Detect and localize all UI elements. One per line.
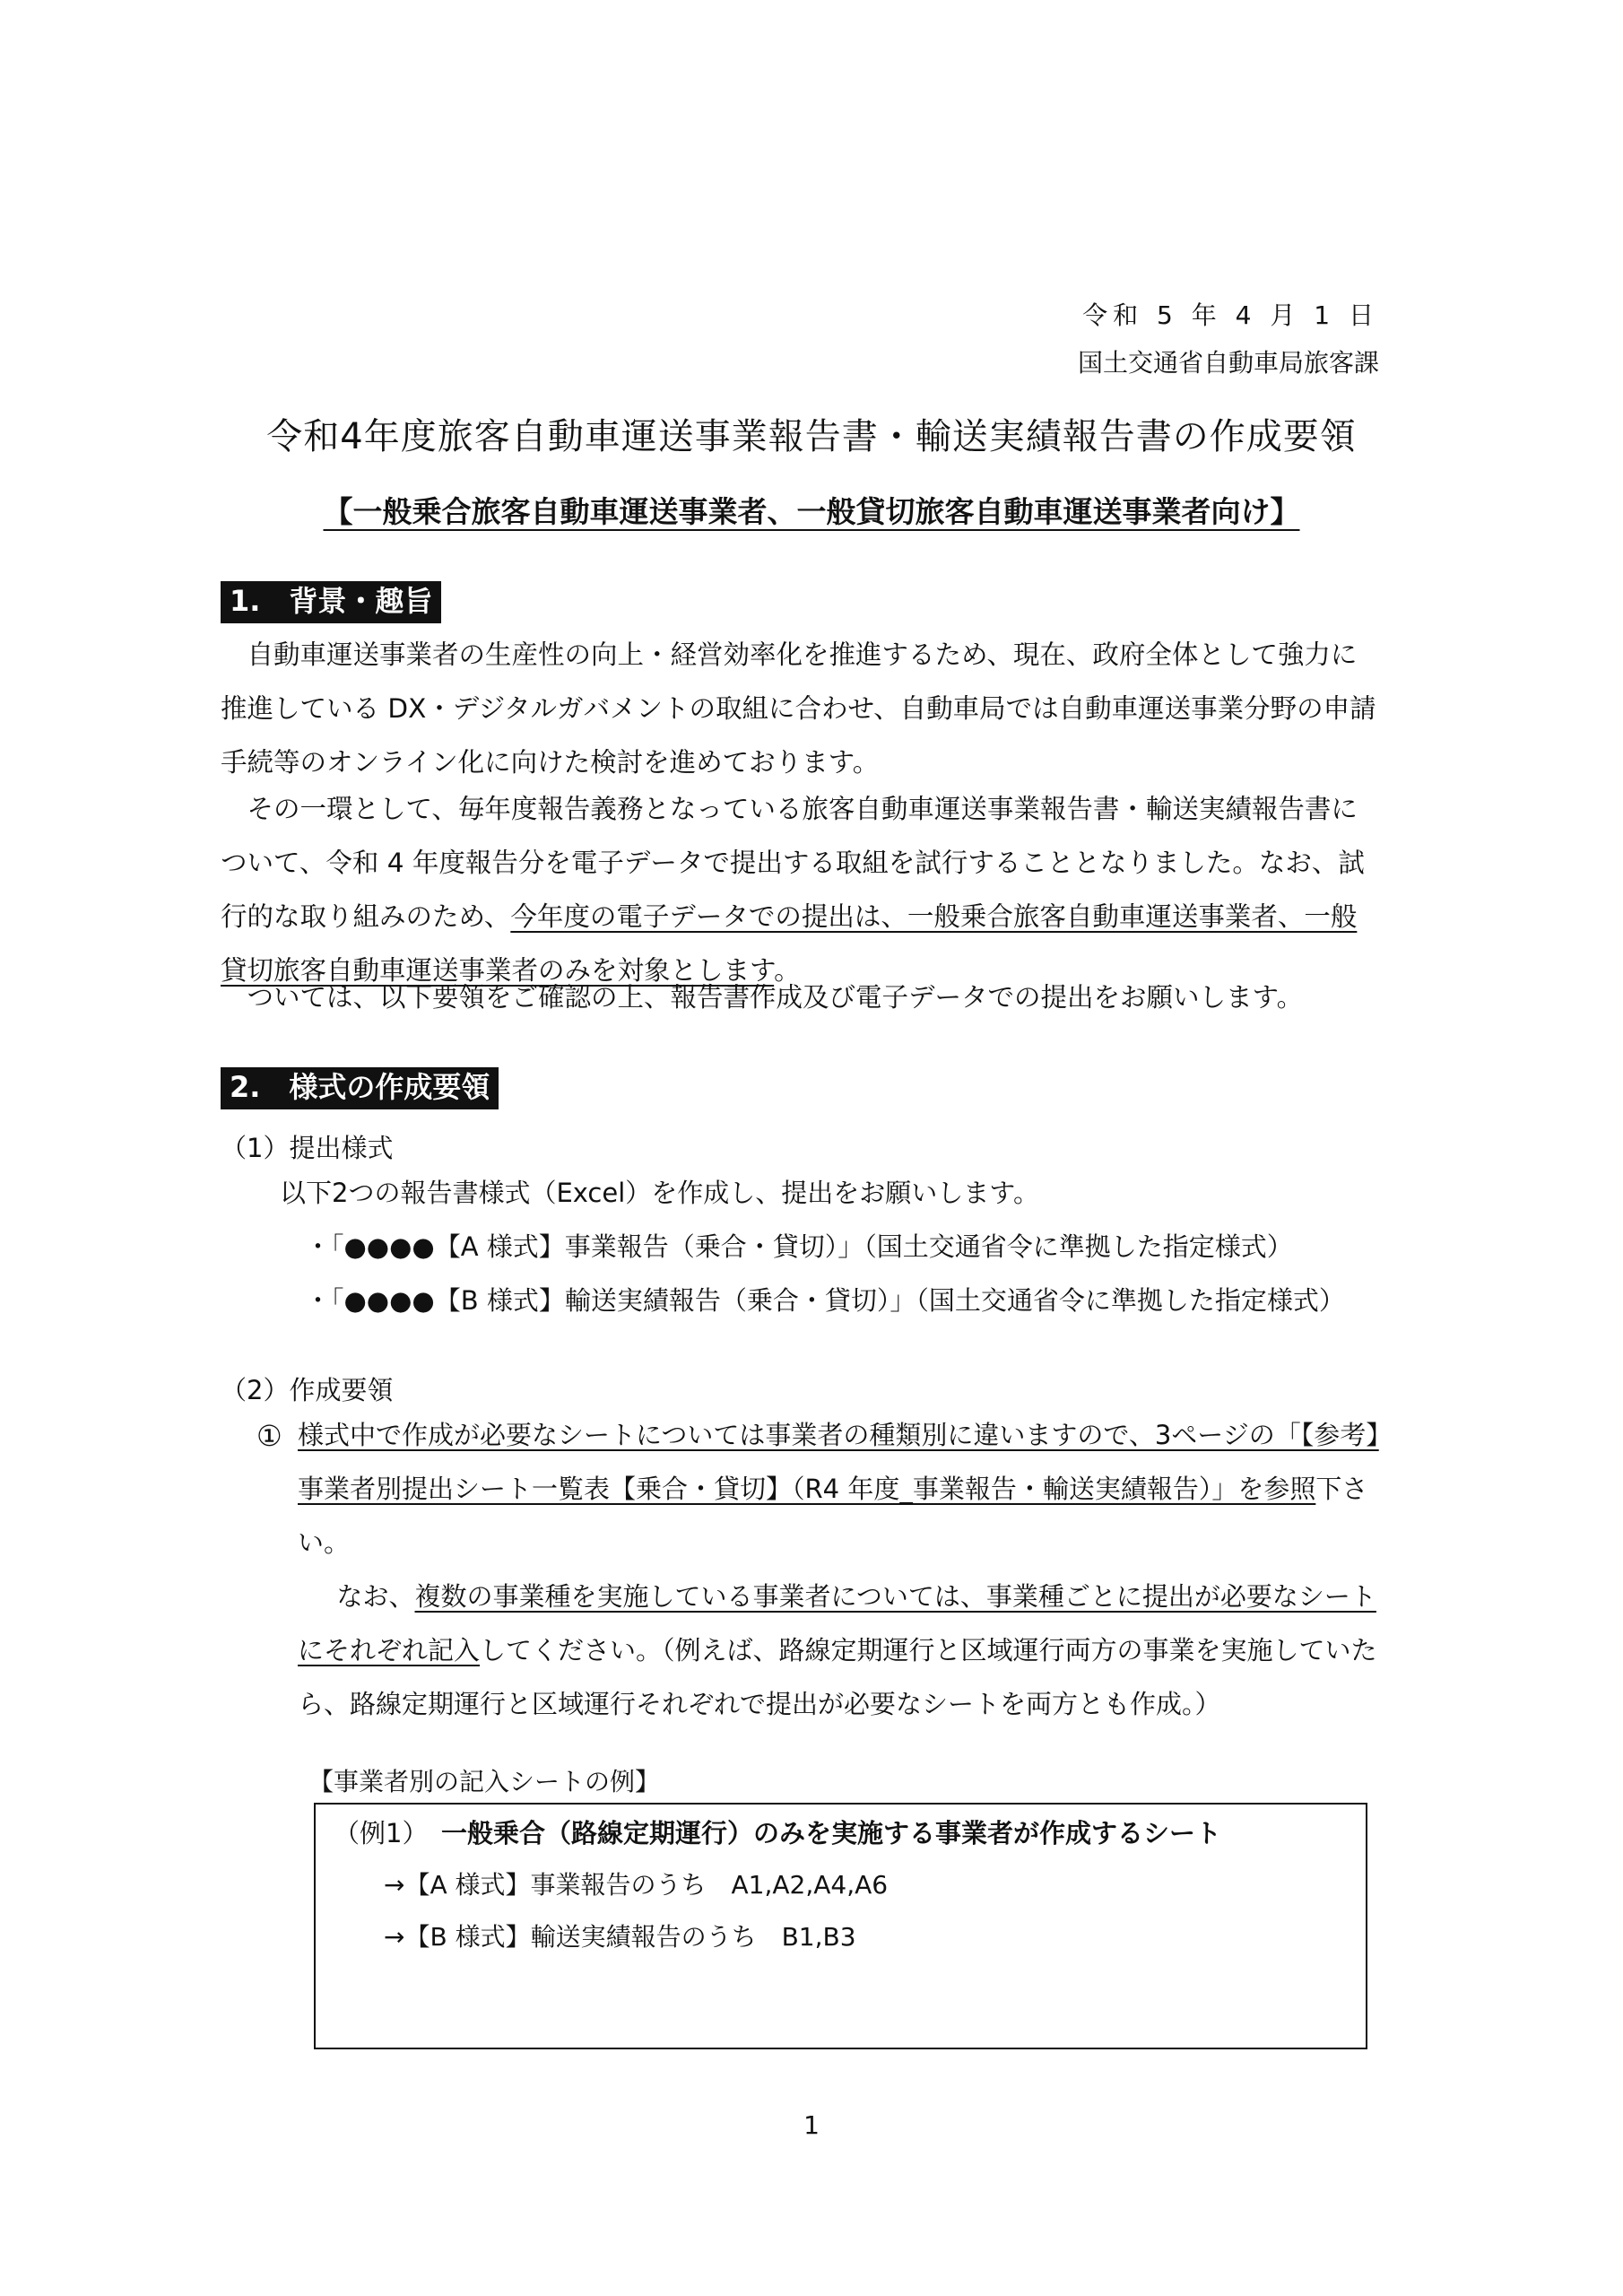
document-date: 令和 5 年 4 月 1 日 [1082,300,1379,330]
para2-text: その一環として、毎年度報告義務となっている旅客自動車運送事業報告書・輸送実績報告書について、令和 4 年度報告分を電子データで提出する取組を試行することとなりました。なお、試行的な取り組みのため、 [221,794,1365,932]
issuer: 国土交通省自動車局旅客課 [1077,348,1379,378]
step1-end: 下さい。 [298,1474,1368,1558]
step1-mark: ① [256,1419,282,1453]
step2-end: してください。（例えば、路線定期運行と区域運行両方の事業を実施していたら、路線定期運行と区域運行それぞれで提出が必要なシートを両方とも作成。） [298,1635,1377,1719]
subsection2-label: （2）作成要領 [221,1375,394,1405]
subsection1-text: 以下2つの報告書様式（Excel）を作成し、提出をお願いします。 [280,1178,1039,1208]
section1-heading: 1. 背景・趣旨 [221,581,441,623]
section1-paragraph1: 自動車運送事業者の生産性の向上・経営効率化を推進するため、現在、政府全体として強力に推進している DX・デジタルガバメントの取組に合わせ、自動車局では自動車運送事業分野の申請手続等のオンライン化に向けた検討を進めております。 [221,639,1376,778]
step2-paragraph [298,1570,1383,1731]
form-a-bullet: ・「●●●●【A 様式】事業報告（乗合・貸切）」（国土交通省令に準拠した指定様式） [305,1231,1293,1262]
step1-underlined: 様式中で作成が必要なシートについては事業者の種類別に違いますので、3ページの「【参考】事業者別提出シート一覧表【乗合・貸切】（R4 年度_事業報告・輸送実績報告）」を参照 [298,1420,1379,1504]
page-number: 1 [803,2110,820,2140]
section2-heading: 2. 様式の作成要領 [221,1067,499,1109]
para2-end: 。 [774,955,801,986]
example-line-a: →【A 様式】事業報告のうち A1,A2,A4,A6 [384,1870,889,1900]
section1-paragraph2 [221,782,1382,997]
para2-underlined: 今年度の電子データでの提出は、一般乗合旅客自動車運送事業者、一般貸切旅客自動車運送事業者のみを対象とします [221,901,1358,986]
document-title: 令和4年度旅客自動車運送事業報告書・輸送実績報告書の作成要領 [266,416,1357,457]
example-label: （例1） [334,1818,415,1848]
document-subtitle [0,489,1623,531]
example-heading [334,1813,1221,1850]
subtitle-text: 【一般乗合旅客自動車運送事業者、一般貸切旅客自動車運送事業者向け】 [323,494,1300,529]
subsection1-label: （1）提出様式 [221,1133,394,1163]
example-caption: 【事業者別の記入シートの例】 [308,1767,661,1796]
section1-paragraph3: ついては、以下要領をご確認の上、報告書作成及び電子データでの提出をお願いします。 [247,982,1304,1013]
step1-paragraph [298,1408,1383,1570]
form-b-bullet: ・「●●●●【B 様式】輸送実績報告（乗合・貸切）」（国土交通省令に準拠した指定様式） [305,1285,1345,1316]
example-line-b: →【B 様式】輸送実績報告のうち B1,B3 [384,1922,856,1952]
step2-start: なお、 [336,1581,415,1612]
step2-underlined: 複数の事業種を実施している事業者については、事業種ごとに提出が必要なシートにそれぞれ記入 [298,1581,1376,1665]
example-heading-text: 一般乗合（路線定期運行）のみを実施する事業者が作成するシート [440,1818,1221,1848]
